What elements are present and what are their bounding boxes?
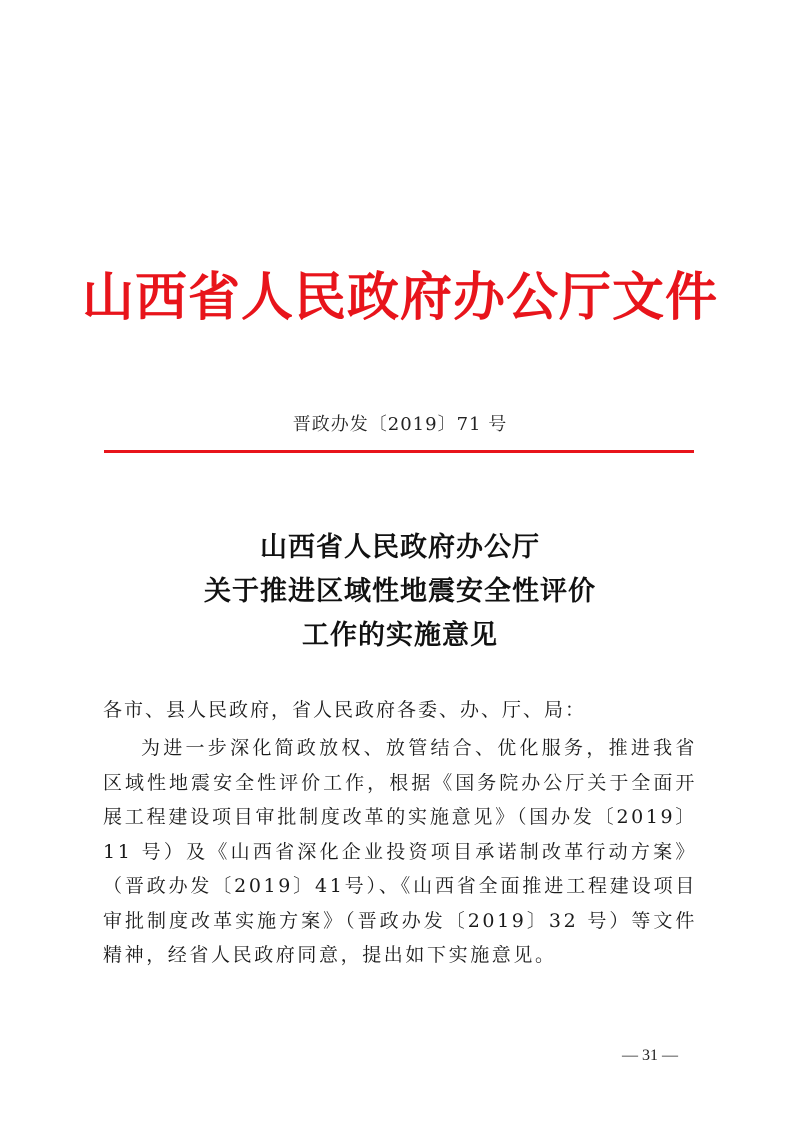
addressee-line: 各市、县人民政府，省人民政府各委、办、厅、局： xyxy=(103,699,587,721)
body-paragraph: 为进一步深化简政放权、放管结合、优化服务，推进我省区域性地震安全性评价工作，根据《国务院办公厅关于全面开展工程建设项目审批制度改革的实施意见》（国办发〔2019〕11 号）及《山西省深化企业投资项目承诺制改革行动方案》（晋政办发〔2019〕41号）、《山西省全面推进工程建设项目审批制度改革实施方案》（晋政办发〔2019〕32 号）等文件精神，经省人民政府同意，提出如下实施意见。 xyxy=(103,737,697,966)
page-number: — 31 — xyxy=(622,1047,678,1064)
title-line-1: 山西省人民政府办公厅 xyxy=(260,532,540,563)
document-masthead: 山西省人民政府办公厅文件 xyxy=(81,267,718,328)
document-title xyxy=(0,526,800,658)
title-line-2: 关于推进区域性地震安全性评价 xyxy=(204,576,596,607)
title-line-3: 工作的实施意见 xyxy=(302,620,498,651)
red-divider-line xyxy=(104,450,694,453)
document-number: 晋政办发〔2019〕71 号 xyxy=(292,414,508,435)
